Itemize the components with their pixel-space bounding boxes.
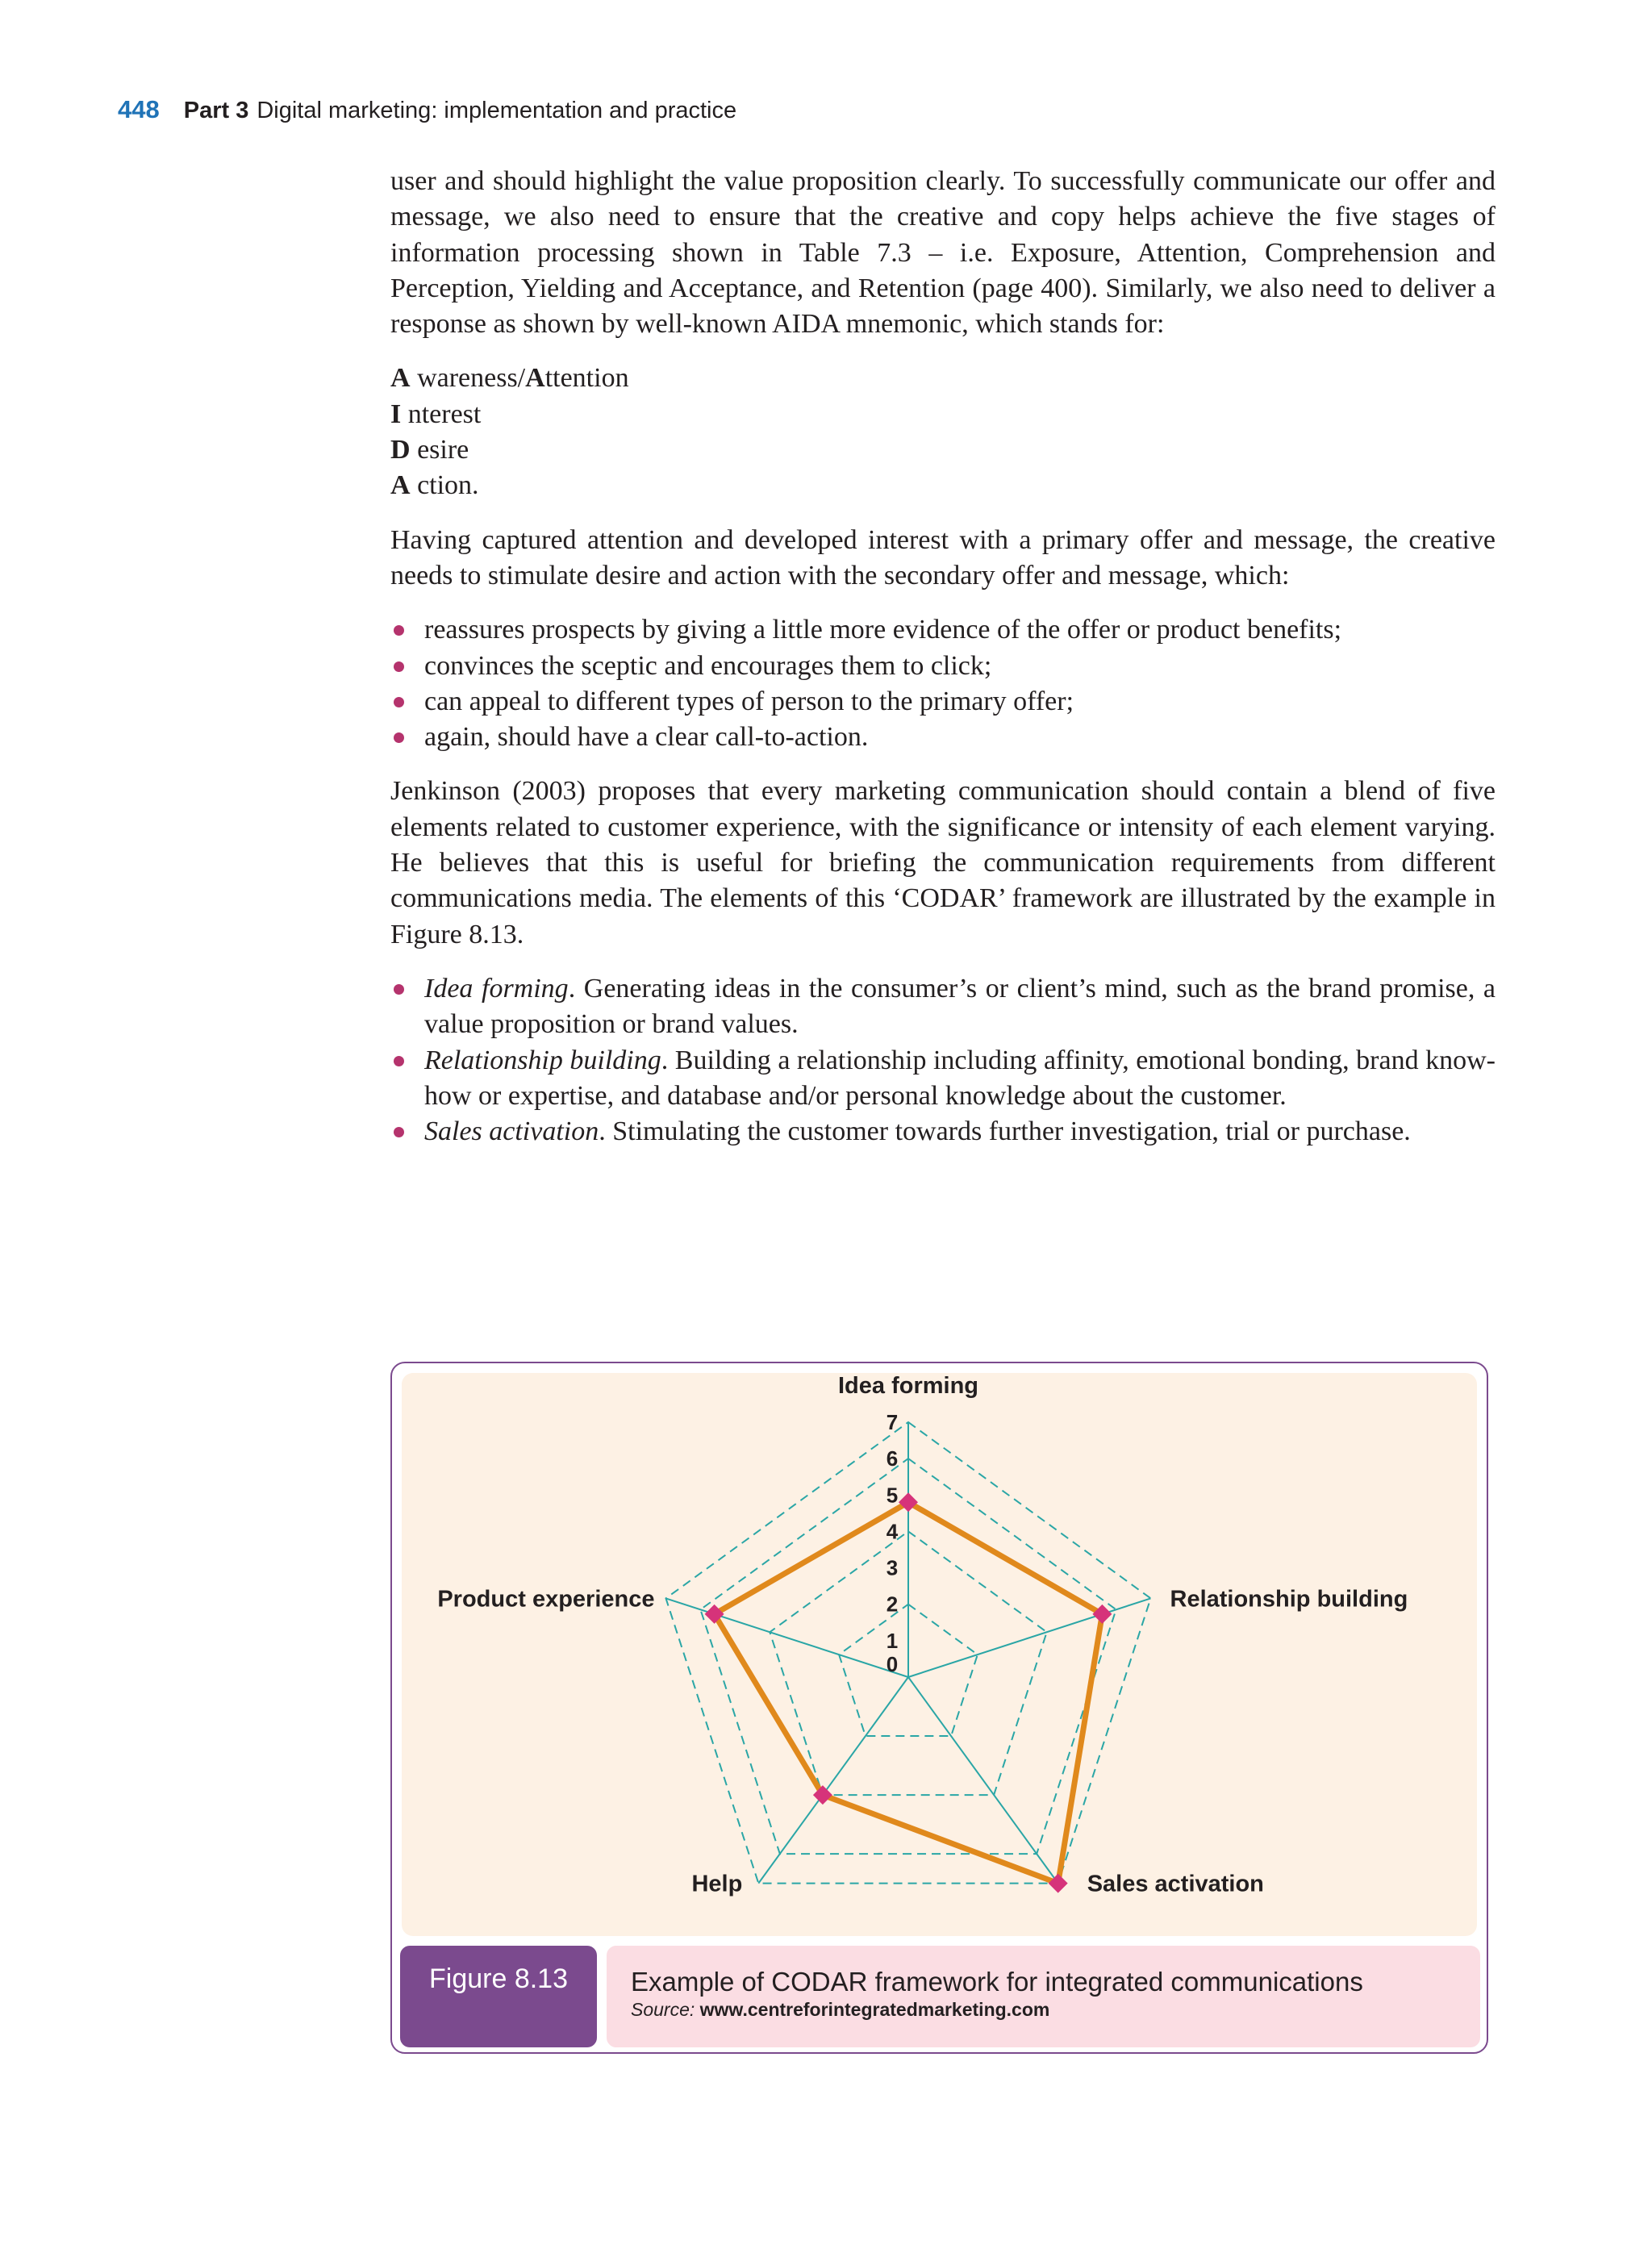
axis-spoke — [666, 1598, 909, 1677]
axis-spoke — [758, 1677, 908, 1884]
aida-line-awareness — [390, 361, 1496, 396]
aida-rest: wareness/ — [410, 363, 526, 394]
aida-initial: A — [390, 470, 411, 501]
caption-source — [631, 1997, 1480, 2022]
list-item: reassures prospects by giving a little more evidence of the offer or product benefits; — [390, 612, 1496, 648]
codar-radar-chart — [402, 1373, 1477, 1936]
part-title: Digital marketing: implementation and practice — [257, 98, 737, 123]
running-head — [118, 95, 736, 125]
part-label: Part 3 — [183, 98, 249, 123]
list-item: again, should have a clear call-to-action. — [390, 720, 1496, 755]
tick-label: 4 — [886, 1519, 899, 1544]
page-number: 448 — [118, 95, 160, 123]
aida-initial-2: A — [525, 363, 545, 394]
source-url: www.centreforintegratedmarketing.com — [699, 1999, 1050, 2020]
list-item: convinces the sceptic and encourages them to click; — [390, 649, 1496, 684]
tick-label: 1 — [886, 1628, 899, 1653]
term-text: . Building a relationship including affinity, emotional bonding, brand know-how or expertise, and database and/or personal knowledge about the customer. — [424, 1045, 1496, 1111]
bullet-list-2 — [390, 971, 1496, 1150]
list-item — [390, 1114, 1496, 1150]
aida-list — [390, 361, 1496, 503]
tick-label: 0 — [886, 1652, 899, 1676]
axis-label: Relationship building — [1170, 1586, 1408, 1613]
axis-spoke — [908, 1598, 1151, 1677]
tick-label: 6 — [886, 1446, 899, 1471]
paragraph-3: Jenkinson (2003) proposes that every marketing communication should contain a blend of five elements related to customer experience, with the significance or intensity of each element varying. He believes that this is useful for briefing the communication requirements from different communications media. The elements of this ‘CODAR’ framework are illustrated by the example in Figure 8.13. — [390, 776, 1496, 949]
data-point — [1049, 1874, 1068, 1893]
paragraph-2: Having captured attention and developed interest with a primary offer and message, the creative needs to stimulate desire and action with the secondary offer and message, which: — [390, 524, 1496, 590]
aida-rest: nterest — [401, 399, 482, 429]
tick-label: 2 — [886, 1592, 899, 1617]
caption-title: Example of CODAR framework for integrated communications — [631, 1967, 1363, 1997]
aida-rest-2: ttention — [544, 363, 629, 394]
paragraph-1: user and should highlight the value proposition clearly. To successfully communicate our offer and message, we also need to ensure that the creative and copy helps achieve the five stages of information processing shown in Table 7.3 – i.e. Exposure, Attention, Comprehension and Perception, Yielding and Acceptance, and Retention (page 400). Similarly, we also need to deliver a response as shown by well-known AIDA mnemonic, which stands for: — [390, 166, 1496, 340]
body-text — [390, 164, 1496, 1168]
aida-line-desire — [390, 432, 1496, 468]
figure-8-13 — [390, 1362, 1488, 2054]
bullet-list-1 — [390, 612, 1496, 755]
term: Relationship building — [424, 1045, 661, 1075]
term-text: . Stimulating the customer towards further investigation, trial or purchase. — [599, 1116, 1411, 1147]
axis-label: Sales activation — [1087, 1871, 1264, 1897]
aida-rest: esire — [410, 435, 469, 465]
term: Sales activation — [424, 1116, 599, 1147]
list-item — [390, 1043, 1496, 1115]
aida-line-action — [390, 468, 1496, 503]
figure-number-tab: Figure 8.13 — [400, 1946, 597, 2047]
tick-label: 3 — [886, 1555, 899, 1580]
aida-rest: ction. — [410, 470, 479, 501]
axis-label: Product experience — [437, 1586, 655, 1613]
aida-line-interest — [390, 397, 1496, 432]
chart-panel — [402, 1373, 1477, 1936]
aida-initial: D — [390, 435, 411, 465]
term: Idea forming — [424, 973, 569, 1004]
aida-initial: A — [390, 363, 411, 394]
tick-label: 7 — [886, 1410, 899, 1434]
axis-label: Help — [691, 1871, 743, 1897]
figure-caption — [607, 1946, 1480, 2047]
source-label: Source: — [631, 1999, 695, 2020]
axis-label: Idea forming — [837, 1373, 979, 1399]
term-text: . Generating ideas in the consumer’s or client’s mind, such as the brand promise, a value proposition or brand values. — [424, 973, 1496, 1040]
aida-initial: I — [390, 399, 402, 429]
list-item — [390, 971, 1496, 1043]
list-item: can appeal to different types of person to the primary offer; — [390, 684, 1496, 720]
tick-label: 5 — [886, 1483, 899, 1508]
